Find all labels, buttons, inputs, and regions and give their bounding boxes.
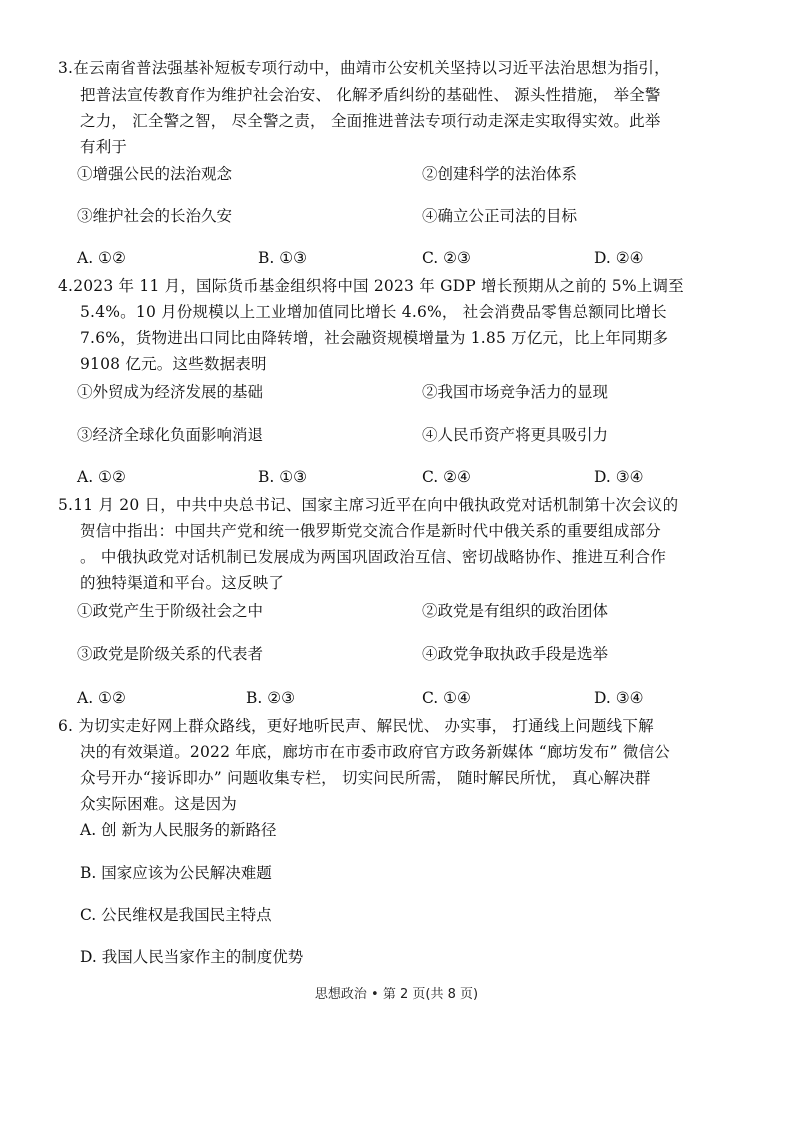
q6-stem-line-4: 众实际困难。这是因为 xyxy=(80,795,238,813)
q6-stem-line-3: 众号开办“接诉即办” 问题收集专栏， 切实问民所需， 随时解民所忧， 真心解决群 xyxy=(80,769,651,787)
q4-statement-1: ①外贸成为经济发展的基础 xyxy=(77,383,264,401)
q5-statement-1: ①政党产生于阶级社会之中 xyxy=(77,602,264,620)
q5-stem-line-2: 贺信中指出：中国共产党和统一俄罗斯党交流合作是新时代中俄关系的重要组成部分 xyxy=(80,522,661,540)
q5-statement-3: ③政党是阶级关系的代表者 xyxy=(77,645,264,663)
q4-stem-line-4: 9108 亿元。这些数据表明 xyxy=(80,355,267,373)
q3-choice-b[interactable]: B. ①③ xyxy=(258,249,308,267)
q3-stem-line-4: 有利于 xyxy=(80,138,128,156)
q4-statement-3: ③经济全球化负面影响消退 xyxy=(77,426,264,444)
q6-option-a[interactable]: A. 创 新为人民服务的新路径 xyxy=(80,821,277,839)
q5-choice-a[interactable]: A. ①② xyxy=(77,689,126,707)
q3-choice-d[interactable]: D. ②④ xyxy=(594,249,644,267)
q4-statement-4: ④人民币资产将更具吸引力 xyxy=(422,426,609,444)
q3-statement-4: ④确立公正司法的目标 xyxy=(422,207,578,225)
q5-statement-4: ④政党争取执政手段是选举 xyxy=(422,645,609,663)
q3-statement-1: ①增强公民的法治观念 xyxy=(77,165,233,183)
q6-option-b[interactable]: B. 国家应该为公民解决难题 xyxy=(80,864,272,882)
q3-stem-line-3: 之力， 汇全警之智， 尽全警之责， 全面推进普法专项行动走深走实取得实效。此举 xyxy=(80,112,661,130)
q3-choice-a[interactable]: A. ①② xyxy=(77,249,126,267)
q6-option-d[interactable]: D. 我国人民当家作主的制度优势 xyxy=(80,948,304,966)
q4-choice-b[interactable]: B. ①③ xyxy=(258,468,308,486)
q6-option-c[interactable]: C. 公民维权是我国民主特点 xyxy=(80,906,272,924)
q3-stem-line-2: 把普法宣传教育作为维护社会治安、 化解矛盾纠纷的基础性、 源头性措施， 举全警 xyxy=(80,86,661,104)
q4-choice-d[interactable]: D. ③④ xyxy=(594,468,644,486)
q5-stem-line-1: 5.11 月 20 日，中共中央总书记、国家主席习近平在向中俄执政党对话机制第十次会议的 xyxy=(58,496,679,514)
q3-statement-3: ③维护社会的长治久安 xyxy=(77,207,233,225)
q4-statement-2: ②我国市场竞争活力的显现 xyxy=(422,383,609,401)
q3-statement-2: ②创建科学的法治体系 xyxy=(422,165,578,183)
q4-stem-line-1: 4.2023 年 11 月，国际货币基金组织将中国 2023 年 GDP 增长预期从之前的 5%上调至 xyxy=(58,277,684,295)
q6-stem-line-2: 决的有效渠道。2022 年底，廊坊市在市委市政府官方政务新媒体 “廊坊发布” 微信公 xyxy=(80,743,670,761)
q3-choice-c[interactable]: C. ②③ xyxy=(422,249,471,267)
q5-stem-line-3: 。 中俄执政党对话机制已发展成为两国巩固政治互信、密切战略协作、推进互利合作 xyxy=(80,548,667,566)
q5-choice-b[interactable]: B. ②③ xyxy=(246,689,296,707)
q5-statement-2: ②政党是有组织的政治团体 xyxy=(422,602,609,620)
q4-stem-line-2: 5.4%。10 月份规模以上工业增加值同比增长 4.6%， 社会消费品零售总额同比增长 xyxy=(80,303,667,321)
q3-stem-line-1: 3.在云南省普法强基补短板专项行动中，曲靖市公安机关坚持以习近平法治思想为指引， xyxy=(58,59,670,77)
q4-choice-c[interactable]: C. ②④ xyxy=(422,468,471,486)
page-footer: 思想政治 • 第 2 页(共 8 页) xyxy=(314,987,479,1002)
q4-choice-a[interactable]: A. ①② xyxy=(77,468,126,486)
q5-stem-line-4: 的独特渠道和平台。这反映了 xyxy=(80,574,285,592)
q5-choice-c[interactable]: C. ①④ xyxy=(422,689,471,707)
q5-choice-d[interactable]: D. ③④ xyxy=(594,689,644,707)
q4-stem-line-3: 7.6%，货物进出口同比由降转增，社会融资规模增量为 1.85 万亿元，比上年同期多 xyxy=(80,329,669,347)
q6-stem-line-1: 6. 为切实走好网上群众路线，更好地听民声、解民忧、 办实事， 打通线上问题线下解 xyxy=(58,717,654,735)
